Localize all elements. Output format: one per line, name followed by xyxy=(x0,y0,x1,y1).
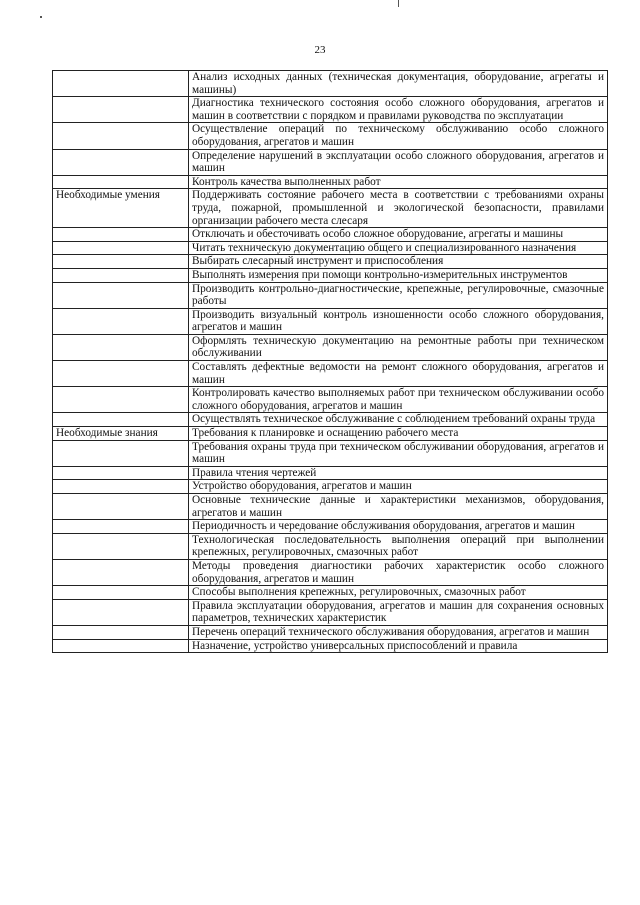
table-row xyxy=(53,175,608,189)
table-row xyxy=(53,123,608,149)
requirement-item: Основные технические данные и характеристики механизмов, оборудования, агрегатов и машин xyxy=(189,494,608,520)
table-row xyxy=(53,228,608,242)
requirement-item: Составлять дефектные ведомости на ремонт сложного оборудования, агрегатов и машин xyxy=(189,361,608,387)
table-row xyxy=(53,308,608,334)
category-cell-continued xyxy=(53,480,189,494)
table-row xyxy=(53,189,608,228)
category-cell-continued xyxy=(53,440,189,466)
requirement-item: Способы выполнения крепежных, регулировочных, смазочных работ xyxy=(189,586,608,600)
category-label xyxy=(53,71,189,97)
requirement-item: Требования к планировке и оснащению рабочего места xyxy=(189,427,608,441)
table-row xyxy=(53,480,608,494)
requirement-item: Оформлять техническую документацию на ремонтные работы при техническом обслуживании xyxy=(189,334,608,360)
requirement-item: Требования охраны труда при техническом обслуживании оборудования, агрегатов и машин xyxy=(189,440,608,466)
requirement-item: Осуществлять техническое обслуживание с соблюдением требований охраны труда xyxy=(189,413,608,427)
table-row xyxy=(53,241,608,255)
table-row xyxy=(53,639,608,653)
category-cell-continued xyxy=(53,334,189,360)
requirement-item: Производить контрольно-диагностические, крепежные, регулировочные, смазочные работы xyxy=(189,282,608,308)
category-cell-continued xyxy=(53,175,189,189)
requirement-item: Технологическая последовательность выполнения операций при выполнении крепежных, регулировочных, смазочных работ xyxy=(189,533,608,559)
table-row xyxy=(53,387,608,413)
requirement-item: Правила чтения чертежей xyxy=(189,466,608,480)
table-row xyxy=(53,361,608,387)
category-cell-continued xyxy=(53,559,189,585)
table-row xyxy=(53,559,608,585)
requirement-item: Поддерживать состояние рабочего места в соответствии с требованиями охраны труда, пожарной, промышленной и экологической безопасности, правилами организации рабочего места слесаря xyxy=(189,189,608,228)
table-row xyxy=(53,625,608,639)
requirement-item: Выбирать слесарный инструмент и приспособления xyxy=(189,255,608,269)
category-cell-continued xyxy=(53,149,189,175)
scan-mark-corner xyxy=(40,16,42,18)
category-cell-continued xyxy=(53,494,189,520)
category-cell-continued xyxy=(53,268,189,282)
category-cell-continued xyxy=(53,625,189,639)
table-row xyxy=(53,494,608,520)
category-cell-continued xyxy=(53,361,189,387)
requirement-item: Перечень операций технического обслуживания оборудования, агрегатов и машин xyxy=(189,625,608,639)
table-row xyxy=(53,255,608,269)
table-row xyxy=(53,282,608,308)
category-cell-continued xyxy=(53,241,189,255)
requirement-item: Читать техническую документацию общего и специализированного назначения xyxy=(189,241,608,255)
page-number: 23 xyxy=(314,44,326,56)
table-row xyxy=(53,334,608,360)
category-cell-continued xyxy=(53,308,189,334)
category-cell-continued xyxy=(53,255,189,269)
category-cell-continued xyxy=(53,282,189,308)
requirement-item: Назначение, устройство универсальных приспособлений и правила xyxy=(189,639,608,653)
category-cell-continued xyxy=(53,387,189,413)
category-cell-continued xyxy=(53,520,189,534)
category-cell-continued xyxy=(53,228,189,242)
category-cell-continued xyxy=(53,533,189,559)
category-label: Необходимые знания xyxy=(53,427,189,441)
requirement-item: Контроль качества выполненных работ xyxy=(189,175,608,189)
requirement-item: Выполнять измерения при помощи контрольно-измерительных инструментов xyxy=(189,268,608,282)
category-cell-continued xyxy=(53,639,189,653)
requirement-item: Методы проведения диагностики рабочих характеристик особо сложного оборудования, агрегатов и машин xyxy=(189,559,608,585)
table-row xyxy=(53,586,608,600)
requirement-item: Контролировать качество выполняемых работ при техническом обслуживании особо сложного оборудования, агрегатов и машин xyxy=(189,387,608,413)
requirement-item: Анализ исходных данных (техническая документация, оборудование, агрегаты и машины) xyxy=(189,71,608,97)
category-cell-continued xyxy=(53,599,189,625)
category-cell-continued xyxy=(53,413,189,427)
scan-mark-top xyxy=(398,0,399,7)
table-row xyxy=(53,71,608,97)
table-row xyxy=(53,149,608,175)
table-row xyxy=(53,533,608,559)
table-row xyxy=(53,268,608,282)
table-row xyxy=(53,599,608,625)
table-row xyxy=(53,440,608,466)
requirement-item: Отключать и обесточивать особо сложное оборудование, агрегаты и машины xyxy=(189,228,608,242)
category-label: Необходимые умения xyxy=(53,189,189,228)
table-row xyxy=(53,413,608,427)
table-row xyxy=(53,427,608,441)
category-cell-continued xyxy=(53,123,189,149)
requirement-item: Диагностика технического состояния особо сложного оборудования, агрегатов и машин в соответствии с порядком и правилами руководства по эксплуатации xyxy=(189,97,608,123)
table-row xyxy=(53,466,608,480)
category-cell-continued xyxy=(53,97,189,123)
table-row xyxy=(53,520,608,534)
table-row xyxy=(53,97,608,123)
competency-table xyxy=(52,70,608,653)
category-cell-continued xyxy=(53,586,189,600)
requirement-item: Производить визуальный контроль изношенности особо сложного оборудования, агрегатов и машин xyxy=(189,308,608,334)
requirement-item: Периодичность и чередование обслуживания оборудования, агрегатов и машин xyxy=(189,520,608,534)
requirement-item: Устройство оборудования, агрегатов и машин xyxy=(189,480,608,494)
table-body xyxy=(53,71,608,653)
requirement-item: Правила эксплуатации оборудования, агрегатов и машин для сохранения основных параметров, технических характеристик xyxy=(189,599,608,625)
requirement-item: Осуществление операций по техническому обслуживанию особо сложного оборудования, агрегатов и машин xyxy=(189,123,608,149)
requirement-item: Определение нарушений в эксплуатации особо сложного оборудования, агрегатов и машин xyxy=(189,149,608,175)
category-cell-continued xyxy=(53,466,189,480)
